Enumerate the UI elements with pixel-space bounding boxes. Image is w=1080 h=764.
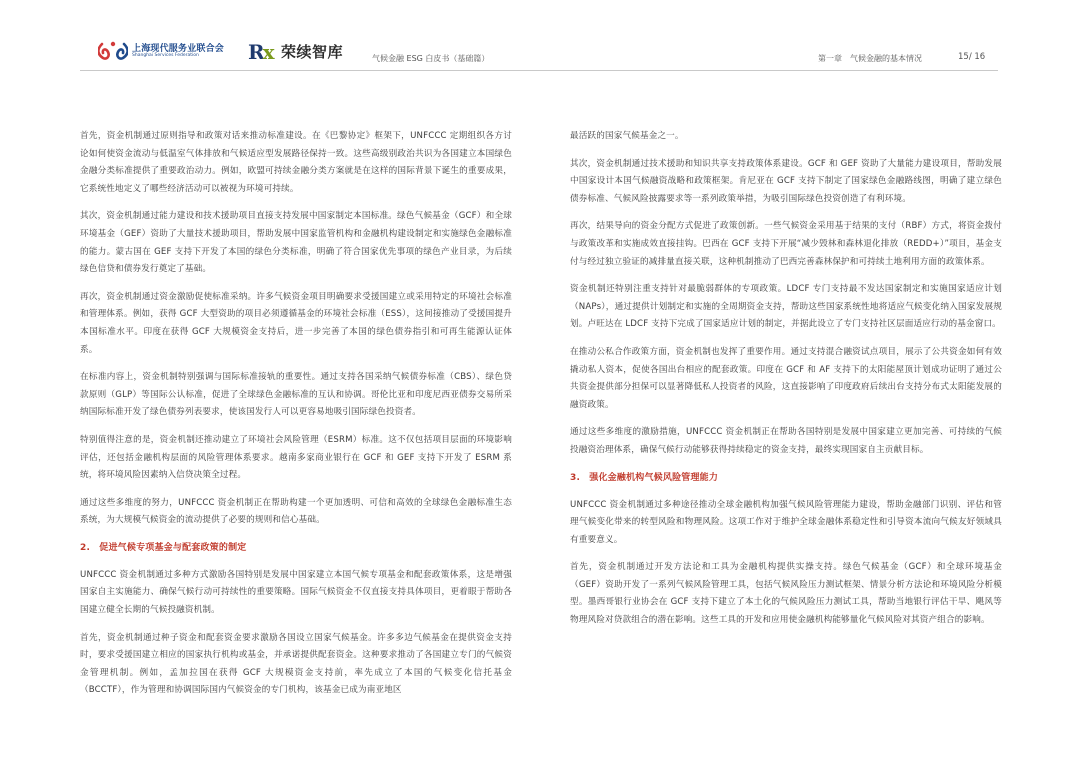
brand-name: 荣续智库 (281, 43, 344, 61)
left-column (80, 128, 512, 710)
page-number: 15/ 16 (958, 52, 986, 62)
federation-name-en: Shanghai Services Federation (132, 53, 199, 58)
paragraph: 首先，资金机制通过开发方法论和工具为金融机构提供实操支持。绿色气候基金（GCF）和全球环境基金（GEF）资助开发了一系列气候风险管理工具，包括气候风险压力测试框架、情景分析方法论和环境风险分析模型。墨西哥银行业协会在 GCF 支持下建立了本土化的气候风险压力测试工具，帮助当地银行评估干旱、飓风等物理风险对贷款组合的潜在影响。这些工具的开发和应用使金融机构能够量化气候风险对其资产组合的影响。 (570, 562, 1002, 626)
paragraph: 特别值得注意的是，资金机制还推动建立了环境社会风险管理（ESRM）标准。这不仅包括项目层面的环境影响评估，还包括金融机构层面的风险管理体系要求。越南多家商业银行在 GCF 和 GEF 支持下开发了 ESRM 系统，将环境风险因素纳入信贷决策全过程。 (80, 434, 512, 481)
paragraph: 最活跃的国家气候基金之一。 (570, 131, 684, 141)
paragraph: 通过这些多维度的努力，UNFCCC 资金机制正在帮助构建一个更加透明、可信和高效的全球绿色金融标准生态系统，为大规模气候资金的流动提供了必要的规则和信心基础。 (80, 497, 512, 526)
shanghai-services-federation-logo (98, 40, 238, 62)
paragraph: 首先，资金机制通过原则指导和政策对话来推动标准建设。在《巴黎协定》框架下，UNFCCC 定期组织各方讨论如何使资金流动与低温室气体排放和气候适应型发展路径保持一致。这些高级别政治共识为各国建立本国绿色金融分类标准提供了重要政治动力。例如，欧盟可持续金融分类方案就是在这样的国际背景下诞生的重要成果，它系统性地定义了哪些经济活动可以被视为环境可持续。 (80, 131, 512, 194)
paragraph: 通过这些多维度的激励措施，UNFCCC 资金机制正在帮助各国特别是发展中国家建立更加完善、可持续的气候投融资治理体系，确保气候行动能够获得持续稳定的资金支持，最终实现国家自主贡献目标。 (570, 427, 1002, 455)
header-divider (80, 70, 998, 71)
paragraph: 在标准内容上，资金机制特别强调与国际标准接轨的重要性。通过支持各国采纳气候债券标准（CBS）、绿色贷款原则（GLP）等国际公认标准，促进了全球绿色金融标准的互认和协调。哥伦比亚和印度尼西亚债券交易所采纳国际标准开发了绿色债券列表要求，使该国发行人可以更容易地吸引国际绿色投资者。 (80, 372, 512, 418)
paragraph: 在推动公私合作政策方面，资金机制也发挥了重要作用。通过支持混合融资试点项目，展示了公共资金如何有效撬动私人资本，促使各国出台相应的配套政策。印度在 GCF 和 AF 支持下的太阳能屋顶计划成功证明了通过公共资金提供部分担保可以显著降低私人投资者的风险，这直接影响了印度政府后续出台支持分布式太阳能发展的融资政策。 (570, 346, 1002, 410)
document-title: 气候金融 ESG 白皮书（基础篇） (372, 54, 490, 63)
rx-logo-mark: Rx (248, 40, 273, 64)
paragraph: 资金机制还特别注重支持针对最脆弱群体的专项政策。LDCF 专门支持最不发达国家制定和实施国家适应计划（NAPs），通过提供计划制定和实施的全周期资金支持，帮助这些国家系统性地将适应气候变化纳入国家发展规划。卢旺达在 LDCF 支持下完成了国家适应计划的制定，并据此设立了专门支持社区层面适应行动的基金窗口。 (570, 284, 1002, 330)
paragraph: 首先，资金机制通过种子资金和配套资金要求激励各国设立国家气候基金。许多多边气候基金在提供资金支持时，要求受援国建立相应的国家执行机构或基金，并承诺提供配套资金。这种要求推动了各国建立专门的气候资金管理机制。例如，孟加拉国在获得 GCF 大规模资金支持前，率先成立了本国的气候变化信托基金（BCCTF），作为管理和协调国际国内气候资金的专门机构，该基金已成为南亚地区 (80, 632, 512, 696)
section-heading: 3. 强化金融机构气候风险管理能力 (570, 472, 719, 483)
paragraph: UNFCCC 资金机制通过多种途径推动全球金融机构加强气候风险管理能力建设，帮助金融部门识别、评估和管理气候变化带来的转型风险和物理风险。这项工作对于维护全球金融体系稳定性和引导资本流向气候友好领域具有重要意义。 (570, 499, 1002, 545)
paragraph: 再次，资金机制通过资金激励促使标准采纳。许多气候资金项目明确要求受援国建立或采用特定的环境社会标准和管理体系。例如，获得 GCF 大型资助的项目必须遵循基金的环境社会标准（ESS），这间接推动了受援国提升本国标准水平。印度在获得 GCF 大规模资金支持后，进一步完善了本国的绿色债券指引和可再生能源认证体系。 (80, 291, 512, 355)
federation-emblem-icon (98, 40, 128, 62)
paragraph: 其次，资金机制通过技术援助和知识共享支持政策体系建设。GCF 和 GEF 资助了大量能力建设项目，帮助发展中国家设计本国气候融资战略和政策框架。肯尼亚在 GCF 支持下制定了国家绿色金融路线图，明确了建立绿色债券标准、气候风险披露要求等一系列政策举措，为吸引国际绿色投资创造了有利环境。 (570, 158, 1002, 204)
chapter-title: 第一章 气候金融的基本情况 (818, 54, 922, 63)
section-heading: 2. 促进气候专项基金与配套政策的制定 (80, 542, 247, 553)
right-column (570, 128, 1002, 640)
rongxu-think-tank-logo (248, 38, 368, 64)
paragraph: 其次，资金机制通过能力建设和技术援助项目直接支持发展中国家制定本国标准。绿色气候基金（GCF）和全球环境基金（GEF）资助了大量技术援助项目，帮助发展中国家监管机构和金融机构建设制定和实施绿色金融标准的能力。蒙古国在 GEF 支持下开发了本国的绿色分类标准，明确了符合国家优先事项的绿色产业目录，为后续绿色信贷和债券发行奠定了基础。 (80, 211, 512, 275)
page-header (0, 0, 1080, 80)
federation-name-cn: 上海现代服务业联合会 (132, 44, 225, 54)
paragraph: 再次，结果导向的资金分配方式促进了政策创新。一些气候资金采用基于结果的支付（RBF）方式，将资金拨付与政策改革和实施成效直接挂钩。巴西在 GCF 支持下开展“减少毁林和森林退化排放（REDD+）”项目，基金支付与经过独立验证的减排量直接关联，这种机制推动了巴西完善森林保护和可持续土地利用方面的政策体系。 (570, 221, 1002, 267)
paragraph: UNFCCC 资金机制通过多种方式激励各国特别是发展中国家建立本国气候专项基金和配套政策体系，这是增强国家自主实施能力、确保气候行动可持续性的重要策略。国际气候资金不仅直接支持具体项目，更着眼于帮助各国建立健全长期的气候投融资机制。 (80, 569, 512, 616)
